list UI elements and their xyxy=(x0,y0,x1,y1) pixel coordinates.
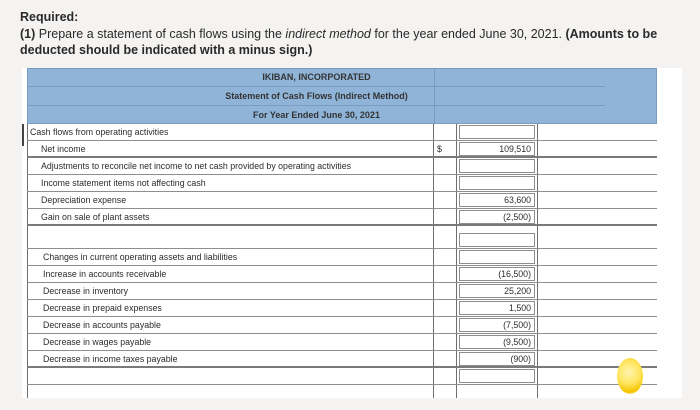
amount-input-empty[interactable] xyxy=(459,176,535,190)
company-name: IKIBAN, INCORPORATED xyxy=(262,72,371,82)
amount-input[interactable]: (900) xyxy=(459,352,535,366)
table-row xyxy=(27,141,657,158)
table-row xyxy=(27,368,657,385)
requirement-text-before: Prepare a statement of cash flows using the xyxy=(35,27,286,41)
row-label: Decrease in wages payable xyxy=(43,337,152,347)
row-label: Gain on sale of plant assets xyxy=(41,212,150,222)
table-row xyxy=(27,192,657,209)
table-row xyxy=(27,249,657,266)
statement-grid xyxy=(27,124,657,398)
statement-header xyxy=(27,68,657,124)
statement-period: For Year Ended June 30, 2021 xyxy=(253,110,380,120)
requirement-number: (1) xyxy=(20,27,36,41)
table-row xyxy=(27,300,657,317)
amount-input-empty[interactable] xyxy=(459,159,535,173)
statement-title: Statement of Cash Flows (Indirect Method) xyxy=(225,91,408,101)
amount-input-empty[interactable] xyxy=(459,250,535,264)
table-row xyxy=(27,283,657,300)
table-row xyxy=(27,175,657,192)
requirement-text xyxy=(20,26,690,58)
amount-input[interactable]: (9,500) xyxy=(459,335,535,349)
requirement-method: indirect method xyxy=(285,27,371,41)
table-row xyxy=(27,209,657,226)
row-label: Decrease in prepaid expenses xyxy=(43,303,162,313)
row-label: Decrease in accounts payable xyxy=(43,320,161,330)
dollar-sign: $ xyxy=(437,144,442,154)
row-label: Cash flows from operating activities xyxy=(30,127,169,137)
highlight-marker xyxy=(617,358,643,394)
requirement-text-after: for the year ended June 30, 2021. xyxy=(370,27,566,41)
row-label: Net income xyxy=(41,144,86,154)
requirement-note: (Amounts to be deducted should be indicated with a minus sign.) xyxy=(20,27,658,57)
table-row xyxy=(27,266,657,283)
amount-input-empty[interactable] xyxy=(459,369,535,383)
amount-input-empty[interactable] xyxy=(459,125,535,139)
amount-input-empty[interactable] xyxy=(459,233,535,247)
row-label: Increase in accounts receivable xyxy=(43,269,167,279)
required-heading: Required: xyxy=(20,10,79,24)
row-label: Decrease in income taxes payable xyxy=(43,354,178,364)
row-marker xyxy=(22,124,24,146)
table-row xyxy=(27,317,657,334)
row-label: Depreciation expense xyxy=(41,195,127,205)
table-row xyxy=(27,351,657,368)
instructions xyxy=(20,10,690,58)
table-row xyxy=(27,158,657,175)
cash-flow-statement xyxy=(22,68,682,398)
amount-input[interactable]: (2,500) xyxy=(459,210,535,224)
row-label: Decrease in inventory xyxy=(43,286,129,296)
amount-input[interactable]: 109,510 xyxy=(459,142,535,156)
row-label: Adjustments to reconcile net income to net cash provided by operating activities xyxy=(41,161,352,171)
table-row xyxy=(27,124,657,141)
row-label: Income statement items not affecting cash xyxy=(41,178,206,188)
table-row xyxy=(27,334,657,351)
amount-input[interactable]: 1,500 xyxy=(459,301,535,315)
amount-input[interactable]: (7,500) xyxy=(459,318,535,332)
row-label: Changes in current operating assets and liabilities xyxy=(43,252,238,262)
table-row xyxy=(27,232,657,249)
amount-input[interactable]: 63,600 xyxy=(459,193,535,207)
amount-input[interactable]: 25,200 xyxy=(459,284,535,298)
amount-input[interactable]: (16,500) xyxy=(459,267,535,281)
